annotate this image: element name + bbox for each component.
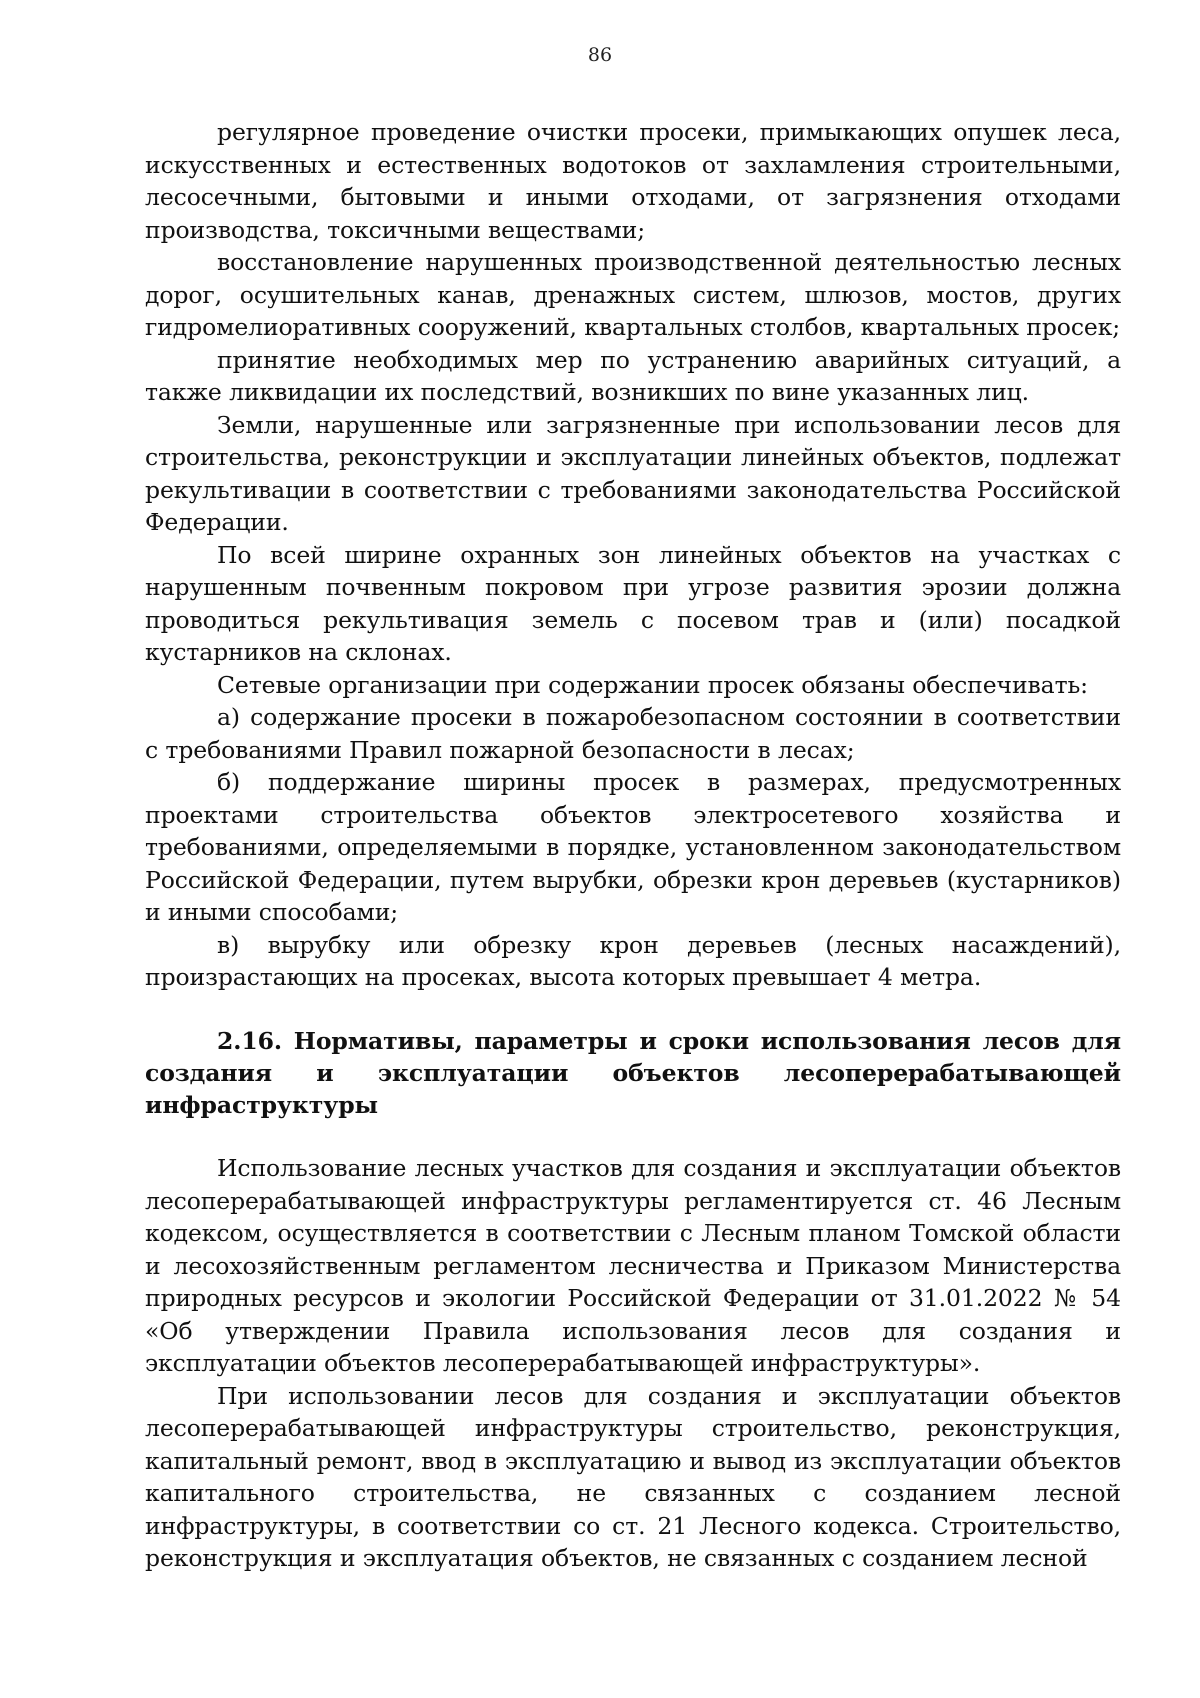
paragraph: При использовании лесов для создания и эксплуатации объектов лесоперерабатывающей инфраструктуры строительство, реконструкция, капитальный ремонт, ввод в эксплуатацию и вывод из эксплуатации объектов капитального строительства, не связанных с созданием лесной инфраструктуры, в соответствии со ст. 21 Лесного кодекса. Строительство, реконструкция и эксплуатация объектов, не связанных с созданием лесной [145, 1381, 1121, 1572]
list-item-a: а) содержание просеки в пожаробезопасном состоянии в соответствии с требованиями Правил пожарной безопасности в лесах; [145, 703, 1121, 764]
paragraph: Сетевые организации при содержании просек обязаны обеспечивать: [217, 670, 1088, 699]
page-number: 86 [587, 44, 613, 66]
paragraph: Земли, нарушенные или загрязненные при использовании лесов для строительства, реконструкции и эксплуатации линейных объектов, подлежат рекультивации в соответствии с требованиями законодательства Российской Федерации. [145, 410, 1121, 536]
paragraph: По всей ширине охранных зон линейных объектов на участках с нарушенным почвенным покровом при угрозе развития эрозии должна проводиться рекультивация земель с посевом трав и (или) посадкой кустарников на склонах. [145, 540, 1121, 666]
section-heading: 2.16. Нормативы, параметры и сроки использования лесов для создания и эксплуатации объектов лесоперерабатывающей инфраструктуры [145, 1027, 1121, 1119]
paragraph: принятие необходимых мер по устранению аварийных ситуаций, а также ликвидации их последствий, возникших по вине указанных лиц. [145, 345, 1121, 406]
text-block-section-2-16 [145, 1152, 1121, 1575]
paragraph: Использование лесных участков для создания и эксплуатации объектов лесоперерабатывающей инфраструктуры регламентируется ст. 46 Лесным кодексом, осуществляется в соответствии с Лесным планом Томской области и лесохозяйственным регламентом лесничества и Приказом Министерства природных ресурсов и экологии Российской Федерации от 31.01.2022 № 54 «Об утверждении Правила использования лесов для создания и эксплуатации объектов лесоперерабатывающей инфраструктуры». [145, 1154, 1121, 1377]
paragraph: восстановление нарушенных производственной деятельностью лесных дорог, осушительных канав, дренажных систем, шлюзов, мостов, других гидромелиоративных сооружений, квартальных столбов, квартальных просек; [145, 248, 1121, 341]
list-item-b: б) поддержание ширины просек в размерах, предусмотренных проектами строительства объектов электросетевого хозяйства и требованиями, определяемыми в порядке, установленном законодательством Российской Федерации, путем вырубки, обрезки крон деревьев (кустарников) и иными способами; [145, 768, 1121, 926]
list-item-c: в) вырубку или обрезку крон деревьев (лесных насаждений), произрастающих на просеках, высота которых превышает 4 метра. [145, 930, 1121, 991]
text-block-obligations [145, 116, 1121, 994]
paragraph: регулярное проведение очистки просеки, примыкающих опушек леса, искусственных и естественных водотоков от захламления строительными, лесосечными, бытовыми и иными отходами, от загрязнения отходами производства, токсичными веществами; [145, 118, 1121, 244]
